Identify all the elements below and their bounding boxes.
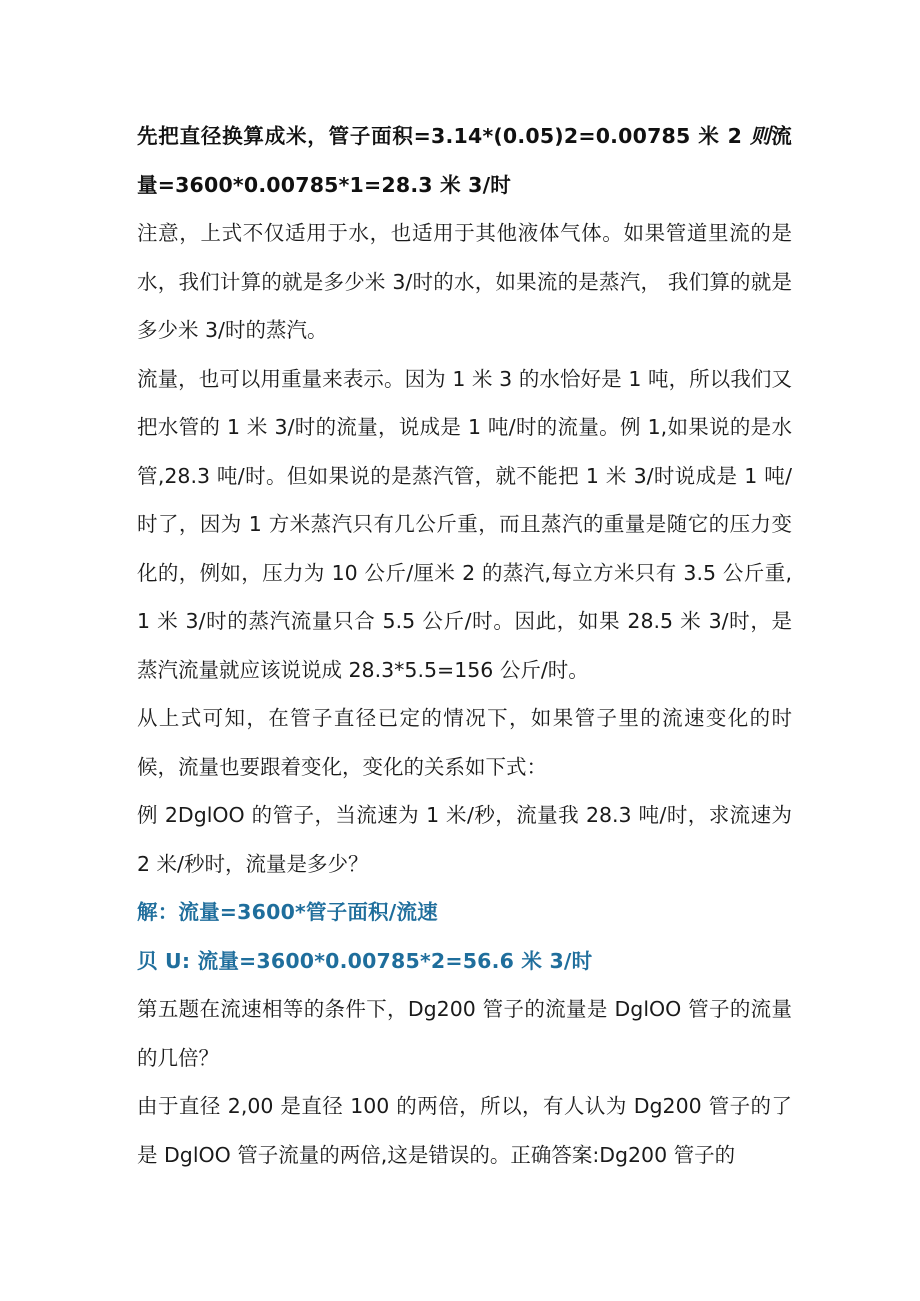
paragraph-example-2: 例 2DglOO 的管子，当流速为 1 米/秒，流量我 28.3 吨/时，求流速为 2 米/秒时，流量是多少？ bbox=[137, 803, 792, 876]
paragraph-pipe-area-calculation bbox=[137, 112, 792, 209]
ze-italic-text: 则 bbox=[750, 124, 772, 148]
pipe-area-text: 先把直径换算成米，管子面积=3.14*(0.05)2=0.00785 米 2 bbox=[137, 124, 750, 148]
paragraph-question-5: 第五题在流速相等的条件下，Dg200 管子的流量是 DglOO 管子的流量的几倍？ bbox=[137, 997, 792, 1070]
paragraph-flow-by-weight: 流量，也可以用重量来表示。因为 1 米 3 的水恰好是 1 吨，所以我们又把水管的 1 米 3/时的流量，说成是 1 吨/时的流量。例 1,如果说的是水管,28.3 吨/时。但如果说的是蒸汽管，就不能把 1 米 3/时说成是 1 吨/时了，因为 1 方米蒸汽只有几公斤重，而且蒸汽的重量是随它的压力变化的，例如，压力为 10 公斤/厘米 2 的蒸汽,每立方米只有 3.5 公斤重,1 米 3/时的蒸汽流量只合 5.5 公斤/时。因此，如果 28.5 米 3/时，是蒸汽流量就应该说说成 28.3*5.5=156 公斤/时。 bbox=[137, 366, 792, 682]
paragraph-diameter-explanation: 由于直径 2,00 是直径 100 的两倍，所以，有人认为 Dg200 管子的了是 DglOO 管子流量的两倍,这是错误的。正确答案:Dg200 管子的 bbox=[137, 1094, 792, 1167]
paragraph-note-liquids-gases: 注意，上式不仅适用于水，也适用于其他液体气体。如果管道里流的是水，我们计算的就是多少米 3/时的水，如果流的是蒸汽， 我们算的就是多少米 3/时的蒸汽。 bbox=[137, 221, 792, 342]
document-body bbox=[137, 112, 792, 1179]
paragraph-solution-formula: 解：流量=3600*管子面积/流速 bbox=[137, 900, 438, 924]
paragraph-solution-result: 贝 U: 流量=3600*0.00785*2=56.6 米 3/时 bbox=[137, 948, 593, 973]
flow-result-text: 流量=3600*0.00785*1=28.3 米 3/时 bbox=[137, 124, 792, 197]
paragraph-velocity-change: 从上式可知，在管子直径已定的情况下，如果管子里的流速变化的时候，流量也要跟着变化，变化的关系如下式： bbox=[137, 706, 792, 779]
